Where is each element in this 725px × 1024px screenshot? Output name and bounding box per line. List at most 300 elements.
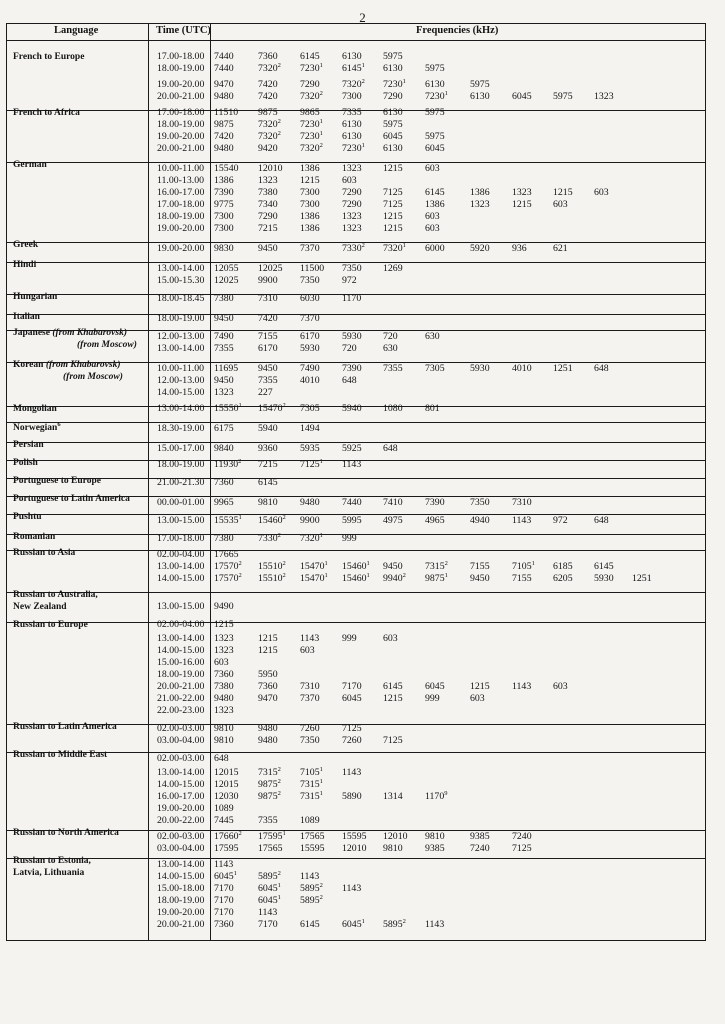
- time-cell: 14.00-15.00: [157, 573, 205, 584]
- frequency-cell: 1323: [258, 175, 278, 186]
- language-label: Italian: [13, 312, 40, 322]
- language-label: Portuguese to Europe: [13, 476, 101, 486]
- frequency-cell: 720: [342, 343, 357, 354]
- frequency-cell: 9810: [383, 843, 403, 854]
- column-divider-time: [210, 23, 211, 941]
- frequency-cell: 1386: [214, 175, 234, 186]
- frequency-cell: 5930: [594, 573, 614, 584]
- frequency-cell: 6145: [258, 477, 278, 488]
- frequency-cell: 9450: [383, 561, 403, 572]
- frequency-cell: 7355: [258, 375, 278, 386]
- frequency-cell: 6045$^1$: [258, 882, 281, 894]
- frequency-cell: 9830: [214, 243, 234, 254]
- frequency-cell: 603: [425, 223, 440, 234]
- frequency-cell: 7360: [214, 669, 234, 680]
- frequency-cell: 6000: [425, 243, 445, 254]
- frequency-cell: 1323: [214, 705, 234, 716]
- frequency-cell: 7440: [342, 497, 362, 508]
- frequency-cell: 5930: [300, 343, 320, 354]
- frequency-cell: 603: [594, 187, 609, 198]
- frequency-cell: 7320$^2$: [258, 118, 281, 130]
- frequency-cell: 6045: [342, 693, 362, 704]
- frequency-cell: 12015: [214, 767, 239, 778]
- language-label: Greek: [13, 240, 39, 250]
- header-language: Language: [54, 25, 99, 36]
- frequency-cell: 7215: [258, 223, 278, 234]
- section-divider: [6, 752, 706, 753]
- time-cell: 20.00-21.00: [157, 681, 205, 692]
- time-cell: 13.00-14.00: [157, 561, 205, 572]
- frequency-cell: 7230$^1$: [425, 90, 448, 102]
- frequency-cell: 7300: [342, 91, 362, 102]
- frequency-cell: 7315$^1$: [300, 790, 323, 802]
- frequency-cell: 7230$^1$: [300, 118, 323, 130]
- frequency-cell: 603: [425, 211, 440, 222]
- frequency-cell: 1143: [300, 633, 320, 644]
- frequency-cell: 7155: [470, 561, 490, 572]
- frequency-cell: 1215: [512, 199, 532, 210]
- frequency-cell: 1314: [383, 791, 403, 802]
- frequency-cell: 1215: [553, 187, 573, 198]
- frequency-cell: 15470$^1$: [300, 560, 328, 572]
- frequency-cell: 6130: [342, 131, 362, 142]
- language-label: Persian: [13, 440, 44, 450]
- section-divider: [6, 422, 706, 423]
- frequency-cell: 7230$^1$: [342, 142, 365, 154]
- frequency-cell: 1143: [512, 681, 532, 692]
- time-cell: 10.00-11.00: [157, 363, 204, 374]
- time-cell: 18.00-19.00: [157, 313, 205, 324]
- time-cell: 10.00-11.00: [157, 163, 204, 174]
- frequency-cell: 1386: [470, 187, 490, 198]
- frequency-cell: 999: [342, 633, 357, 644]
- frequency-cell: 5925: [342, 443, 362, 454]
- frequency-cell: 7300: [300, 199, 320, 210]
- frequency-cell: 11930$^2$: [214, 458, 242, 470]
- language-label: Hindi: [13, 260, 37, 270]
- frequency-cell: 7170: [214, 895, 234, 906]
- frequency-cell: 17595: [214, 843, 239, 854]
- time-cell: 17.00-18.00: [157, 51, 205, 62]
- frequency-cell: 648: [594, 515, 609, 526]
- time-cell: 03.00-04.00: [157, 735, 205, 746]
- time-cell: 14.00-15.00: [157, 645, 205, 656]
- frequency-cell: 1215: [383, 693, 403, 704]
- frequency-cell: 6045$^1$: [258, 894, 281, 906]
- frequency-cell: 7215: [258, 459, 278, 470]
- frequency-cell: 630: [383, 343, 398, 354]
- frequency-cell: 15595: [300, 843, 325, 854]
- frequency-cell: 603: [214, 657, 229, 668]
- section-divider: [6, 314, 706, 315]
- frequency-cell: 15595: [342, 831, 367, 842]
- frequency-cell: 7440: [214, 63, 234, 74]
- frequency-cell: 5890: [342, 791, 362, 802]
- frequency-cell: 5895$^2$: [258, 870, 281, 882]
- frequency-cell: 7370: [300, 243, 320, 254]
- frequency-cell: 7380: [214, 533, 234, 544]
- frequency-cell: 1215: [383, 163, 403, 174]
- frequency-cell: 6045: [425, 143, 445, 154]
- frequency-cell: 17565: [300, 831, 325, 842]
- frequency-cell: 9875$^1$: [425, 572, 448, 584]
- frequency-cell: 9875: [214, 119, 234, 130]
- frequency-cell: 7105$^1$: [512, 560, 535, 572]
- frequency-cell: 7380: [258, 187, 278, 198]
- frequency-cell: 9810: [425, 831, 445, 842]
- frequency-cell: 7350: [300, 275, 320, 286]
- frequency-cell: 12025: [214, 275, 239, 286]
- frequency-cell: 17570$^2$: [214, 560, 242, 572]
- frequency-cell: 7320$^2$: [300, 142, 323, 154]
- time-cell: 19.00-20.00: [157, 907, 205, 918]
- frequency-cell: 7490: [300, 363, 320, 374]
- frequency-cell: 6030: [300, 293, 320, 304]
- time-cell: 19.00-20.00: [157, 243, 205, 254]
- frequency-cell: 7315$^1$: [300, 778, 323, 790]
- frequency-cell: 6185: [553, 561, 573, 572]
- frequency-cell: 1089: [300, 815, 320, 826]
- frequency-cell: 5895$^2$: [383, 918, 406, 930]
- frequency-cell: 17595$^1$: [258, 830, 286, 842]
- frequency-cell: 12025: [258, 263, 283, 274]
- frequency-cell: 1143: [342, 459, 362, 470]
- frequency-cell: 1323: [470, 199, 490, 210]
- section-divider: [6, 622, 706, 623]
- frequency-cell: 1386: [425, 199, 445, 210]
- frequency-cell: 6145: [425, 187, 445, 198]
- frequency-cell: 7125: [383, 735, 403, 746]
- frequency-cell: 5895$^2$: [300, 894, 323, 906]
- frequency-cell: 1143: [214, 859, 234, 870]
- page-number: 2: [359, 10, 366, 25]
- frequency-cell: 7240: [470, 843, 490, 854]
- frequency-cell: 7300: [214, 211, 234, 222]
- time-cell: 13.00-14.00: [157, 767, 205, 778]
- time-cell: 13.00-14.00: [157, 343, 205, 354]
- frequency-cell: 9810: [214, 735, 234, 746]
- frequency-cell: 7315$^2$: [258, 766, 281, 778]
- frequency-cell: 7290: [383, 91, 403, 102]
- frequency-cell: 5975: [425, 131, 445, 142]
- frequency-cell: 7300: [300, 187, 320, 198]
- frequency-cell: 1323: [342, 211, 362, 222]
- frequency-cell: 7290: [258, 211, 278, 222]
- frequency-cell: 7440: [214, 51, 234, 62]
- frequency-cell: 15535$^1$: [214, 514, 242, 526]
- frequency-cell: 1215: [258, 633, 278, 644]
- frequency-cell: 5975: [425, 107, 445, 118]
- language-label: (from Moscow): [63, 372, 123, 382]
- frequency-cell: 6045$^1$: [342, 918, 365, 930]
- language-label: French to Europe: [13, 52, 85, 62]
- time-cell: 15.00-17.00: [157, 443, 205, 454]
- frequency-cell: 7330$^2$: [342, 242, 365, 254]
- frequency-cell: 5995: [342, 515, 362, 526]
- frequency-cell: 9840: [214, 443, 234, 454]
- frequency-cell: 1386: [300, 163, 320, 174]
- frequency-cell: 1215: [300, 175, 320, 186]
- frequency-cell: 7230$^1$: [300, 130, 323, 142]
- time-cell: 17.00-18.00: [157, 199, 205, 210]
- frequency-cell: 5975: [470, 79, 490, 90]
- frequency-cell: 12010: [383, 831, 408, 842]
- frequency-cell: 1323: [214, 645, 234, 656]
- frequency-cell: 6130: [383, 143, 403, 154]
- frequency-cell: 6145: [383, 681, 403, 692]
- language-label: Russian to North America: [13, 828, 119, 838]
- frequency-cell: 972: [553, 515, 568, 526]
- frequency-cell: 5935: [300, 443, 320, 454]
- frequency-cell: 7260: [300, 723, 320, 734]
- frequency-cell: 1089: [214, 803, 234, 814]
- frequency-cell: 7260: [342, 735, 362, 746]
- frequency-cell: 5895$^2$: [300, 882, 323, 894]
- time-cell: 20.00-22.00: [157, 815, 205, 826]
- language-label: Hungarian: [13, 292, 58, 302]
- frequency-cell: 7380: [214, 293, 234, 304]
- frequency-cell: 7310: [512, 497, 532, 508]
- frequency-cell: 1143: [300, 871, 320, 882]
- frequency-cell: 1323: [214, 387, 234, 398]
- frequency-cell: 15550$^1$: [214, 402, 242, 414]
- frequency-cell: 1386: [300, 211, 320, 222]
- frequency-cell: 6170: [300, 331, 320, 342]
- frequency-cell: 17660$^2$: [214, 830, 242, 842]
- frequency-cell: 7310: [258, 293, 278, 304]
- frequency-cell: 630: [425, 331, 440, 342]
- frequency-cell: 648: [594, 363, 609, 374]
- frequency-cell: 11510: [214, 107, 239, 118]
- time-cell: 14.00-15.00: [157, 871, 205, 882]
- time-cell: 02.00-03.00: [157, 723, 205, 734]
- frequency-cell: 801: [425, 403, 440, 414]
- time-cell: 02.00-04.00: [157, 619, 205, 630]
- language-label: Mongolian: [13, 404, 57, 414]
- frequency-cell: 4975: [383, 515, 403, 526]
- frequency-cell: 7170: [342, 681, 362, 692]
- time-cell: 18.00-19.00: [157, 669, 205, 680]
- frequency-cell: 1143: [342, 883, 362, 894]
- frequency-cell: 6045: [383, 131, 403, 142]
- frequency-cell: 9875: [258, 107, 278, 118]
- frequency-cell: 7105$^1$: [300, 766, 323, 778]
- frequency-cell: 1215: [383, 211, 403, 222]
- frequency-cell: 6205: [553, 573, 573, 584]
- time-cell: 14.00-15.00: [157, 387, 205, 398]
- frequency-cell: 1269: [383, 263, 403, 274]
- language-label: German: [13, 160, 47, 170]
- frequency-cell: 9360: [258, 443, 278, 454]
- frequency-cell: 5930: [342, 331, 362, 342]
- time-cell: 18.00-19.00: [157, 63, 205, 74]
- frequency-cell: 7170: [258, 919, 278, 930]
- frequency-cell: 5975: [383, 51, 403, 62]
- frequency-cell: 7125: [342, 723, 362, 734]
- frequency-cell: 936: [512, 243, 527, 254]
- language-label: French to Africa: [13, 108, 80, 118]
- frequency-cell: 1323: [512, 187, 532, 198]
- frequency-cell: 9865: [300, 107, 320, 118]
- frequency-cell: 7420: [258, 91, 278, 102]
- frequency-cell: 7370: [300, 693, 320, 704]
- frequency-cell: 17665: [214, 549, 239, 560]
- frequency-cell: 4940: [470, 515, 490, 526]
- frequency-cell: 1251: [553, 363, 573, 374]
- frequency-cell: 1215: [470, 681, 490, 692]
- frequency-cell: 6045$^1$: [214, 870, 237, 882]
- frequency-cell: 972: [342, 275, 357, 286]
- frequency-cell: 1170$^9$: [425, 790, 448, 802]
- language-label: Russian to Australia,: [13, 590, 98, 600]
- frequency-cell: 7230$^1$: [383, 78, 406, 90]
- frequency-cell: 7320$^2$: [258, 130, 281, 142]
- frequency-cell: 9875$^2$: [258, 790, 281, 802]
- frequency-cell: 7340: [258, 199, 278, 210]
- table-header: [6, 23, 706, 41]
- time-cell: 15.00-16.00: [157, 657, 205, 668]
- time-cell: 18.00-19.00: [157, 895, 205, 906]
- frequency-cell: 12015: [214, 779, 239, 790]
- time-cell: 15.00-18.00: [157, 883, 205, 894]
- frequency-cell: 7125: [383, 199, 403, 210]
- frequency-cell: 1170: [342, 293, 362, 304]
- frequency-cell: 1386: [300, 223, 320, 234]
- time-cell: 19.00-20.00: [157, 223, 205, 234]
- frequency-cell: 15470$^2$: [258, 402, 286, 414]
- frequency-cell: 7125$^1$: [300, 458, 323, 470]
- frequency-cell: 6045: [425, 681, 445, 692]
- language-label: Romanian: [13, 532, 56, 542]
- time-cell: 17.00-18.00: [157, 533, 205, 544]
- time-cell: 18.00-19.00: [157, 119, 205, 130]
- frequency-cell: 11500: [300, 263, 325, 274]
- frequency-cell: 6045: [512, 91, 532, 102]
- time-cell: 16.00-17.00: [157, 187, 205, 198]
- frequency-cell: 7370: [300, 313, 320, 324]
- time-cell: 02.00-03.00: [157, 831, 205, 842]
- time-cell: 02.00-03.00: [157, 753, 205, 764]
- frequency-cell: 227: [258, 387, 273, 398]
- frequency-cell: 621: [553, 243, 568, 254]
- frequency-cell: 7360: [258, 51, 278, 62]
- language-label: (from Moscow): [77, 340, 137, 350]
- frequency-cell: 7355: [383, 363, 403, 374]
- frequency-cell: 4010: [300, 375, 320, 386]
- frequency-cell: 7305: [425, 363, 445, 374]
- frequency-cell: 12010: [258, 163, 283, 174]
- frequency-cell: 9875$^2$: [258, 778, 281, 790]
- frequency-cell: 7490: [214, 331, 234, 342]
- time-cell: 12.00-13.00: [157, 331, 205, 342]
- frequency-cell: 7320$^2$: [258, 62, 281, 74]
- frequency-cell: 7290: [342, 199, 362, 210]
- frequency-cell: 7170: [214, 883, 234, 894]
- frequency-cell: 6130: [342, 51, 362, 62]
- time-cell: 13.00-14.00: [157, 859, 205, 870]
- frequency-cell: 9480: [258, 735, 278, 746]
- frequency-cell: 7125: [512, 843, 532, 854]
- frequency-cell: 7320$^2$: [342, 78, 365, 90]
- frequency-cell: 9450: [258, 363, 278, 374]
- language-label: Russian to Latin America: [13, 722, 117, 732]
- frequency-cell: 1323: [594, 91, 614, 102]
- frequency-cell: 7380: [214, 681, 234, 692]
- time-cell: 12.00-13.00: [157, 375, 205, 386]
- frequency-cell: 5950: [258, 669, 278, 680]
- frequency-cell: 7315$^2$: [425, 560, 448, 572]
- frequency-cell: 1143: [342, 767, 362, 778]
- language-label: Polish: [13, 458, 38, 468]
- language-label: Russian to Europe: [13, 620, 88, 630]
- column-divider-language: [148, 23, 149, 941]
- frequency-cell: 7350: [342, 263, 362, 274]
- frequency-cell: 5975: [425, 63, 445, 74]
- frequency-cell: 12030: [214, 791, 239, 802]
- frequency-cell: 7305: [300, 403, 320, 414]
- frequency-cell: 5920: [470, 243, 490, 254]
- time-cell: 13.00-14.00: [157, 633, 205, 644]
- frequency-cell: 15460$^1$: [342, 560, 370, 572]
- frequency-cell: 1494: [300, 423, 320, 434]
- time-cell: 18.30-19.00: [157, 423, 205, 434]
- frequency-cell: 648: [342, 375, 357, 386]
- language-label: Russian to Middle East: [13, 750, 108, 760]
- time-cell: 16.00-17.00: [157, 791, 205, 802]
- frequency-cell: 648: [214, 753, 229, 764]
- frequency-cell: 15470$^1$: [300, 572, 328, 584]
- frequency-cell: 6130: [383, 107, 403, 118]
- language-label: Korean (from Khabarovsk): [13, 360, 121, 370]
- frequency-cell: 7335: [342, 107, 362, 118]
- frequency-cell: 9420: [258, 143, 278, 154]
- language-label: Portuguese to Latin America: [13, 494, 130, 504]
- frequency-cell: 603: [383, 633, 398, 644]
- frequency-cell: 7355: [258, 815, 278, 826]
- frequency-cell: 603: [342, 175, 357, 186]
- frequency-cell: 9900: [258, 275, 278, 286]
- language-label: Pushtu: [13, 512, 42, 522]
- frequency-cell: 1143: [512, 515, 532, 526]
- frequency-cell: 7390: [342, 363, 362, 374]
- frequency-cell: 17570$^2$: [214, 572, 242, 584]
- time-cell: 03.00-04.00: [157, 843, 205, 854]
- header-time: Time (UTC): [156, 25, 211, 36]
- time-cell: 22.00-23.00: [157, 705, 205, 716]
- frequency-cell: 7240: [512, 831, 532, 842]
- frequency-cell: 9450: [470, 573, 490, 584]
- section-divider: [6, 550, 706, 551]
- time-cell: 20.00-21.00: [157, 91, 205, 102]
- frequency-cell: 9450: [258, 243, 278, 254]
- frequency-cell: 9900: [300, 515, 320, 526]
- table-frame: [6, 23, 706, 941]
- frequency-cell: 6130: [342, 119, 362, 130]
- time-cell: 18.00-18.45: [157, 293, 205, 304]
- frequency-cell: 7410: [383, 497, 403, 508]
- time-cell: 00.00-01.00: [157, 497, 205, 508]
- frequency-cell: 7360: [258, 681, 278, 692]
- time-cell: 21.00-22.00: [157, 693, 205, 704]
- frequency-cell: 9965: [214, 497, 234, 508]
- frequency-cell: 9385: [425, 843, 445, 854]
- frequency-cell: 720: [383, 331, 398, 342]
- section-divider: [6, 592, 706, 593]
- frequency-cell: 603: [425, 163, 440, 174]
- frequency-cell: 603: [470, 693, 485, 704]
- frequency-cell: 6145: [300, 51, 320, 62]
- frequency-cell: 11695: [214, 363, 239, 374]
